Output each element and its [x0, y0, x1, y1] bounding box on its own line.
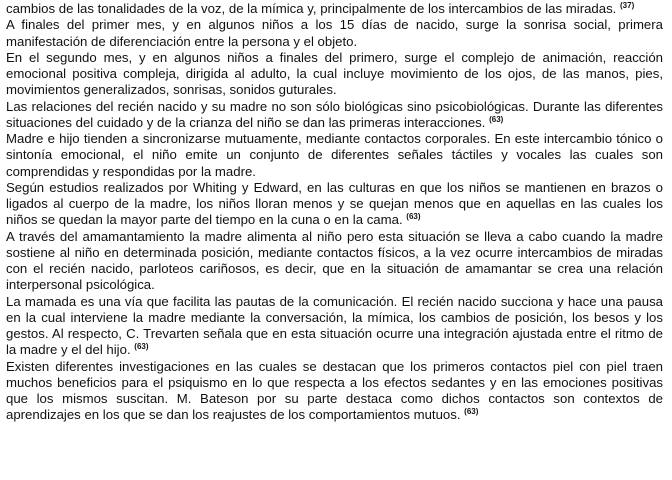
- citation-ref: (37): [620, 1, 635, 10]
- paragraph: [6, 17, 663, 50]
- paragraph: [6, 131, 663, 180]
- paragraph-text: cambios de las tonalidades de la voz, de la mímica y, principalmente de los intercambios de las miradas.: [6, 1, 617, 16]
- paragraph-text: A través del amamantamiento la madre alimenta al niño pero esta situación se lleva a cabo cuando la madre sostiene al niño en determinada posición, mediante contactos físicos, a la vez ocurre intercambios de miradas con el recién nacido, parloteos cariñosos, es decir, que en la situación de amamantar se crea una relación interpersonal psicológica.: [6, 228, 663, 293]
- paragraph: [6, 180, 663, 229]
- paragraph: [6, 359, 663, 424]
- paragraph-text: Las relaciones del recién nacido y su madre no son sólo biológicas sino psicobiológicas. Durante las diferentes situaciones del cuidado y de la crianza del niño se dan las primeras interacciones.: [6, 98, 663, 130]
- citation-ref: (63): [489, 114, 504, 124]
- paragraph: [6, 99, 663, 132]
- paragraph-text: A finales del primer mes, y en algunos niños a los 15 días de nacido, surge la sonrisa social, primera manifestación de diferenciación entre la persona y el objeto.: [6, 17, 663, 49]
- paragraph: [6, 50, 663, 99]
- citation-ref: (63): [134, 342, 149, 352]
- paragraph-text: En el segundo mes, y en algunos niños a finales del primero, surge el complejo de animación, reacción emocional positiva compleja, dirigida al adulto, la cual incluye movimiento de los ojos, de las manos, pies, movimientos generalizados, sonrisas, sonidos guturales.: [6, 49, 663, 98]
- paragraph-text: La mamada es una vía que facilita las pautas de la comunicación. El recién nacido succiona y hace una pausa en la cual interviene la madre mediante la conversación, la mímica, los cambios de posición, los besos y los gestos. Al respecto, C. Trevarten señala que en esta situación ocurre una integración ajustada entre el ritmo de la madre y el del hijo.: [6, 293, 663, 358]
- document-body: [6, 1, 663, 424]
- paragraph-text: Según estudios realizados por Whiting y Edward, en las culturas en que los niños se mantienen en brazos o ligados al cuerpo de la madre, los niños lloran menos y se quejan menos que en aquellas en las cuales los niños se quedan la mayor parte del tiempo en la cuna o en la cama.: [6, 179, 663, 228]
- paragraph-text: Existen diferentes investigaciones en las cuales se destacan que los primeros contactos piel con piel traen muchos beneficios para el psiquismo en lo que respecta a los efectos sedantes y en las emociones positivas que los mismos suscitan. M. Bateson por su parte destaca como dichos contactos son contextos de aprendizajes en los que se dan los reajustes de los comportamientos mutuos.: [6, 358, 663, 423]
- citation-ref: (63): [406, 212, 421, 222]
- citation-ref: (63): [464, 407, 479, 417]
- paragraph: [6, 1, 663, 17]
- paragraph: [6, 294, 663, 359]
- paragraph-text: Madre e hijo tienden a sincronizarse mutuamente, mediante contactos corporales. En este intercambio tónico o sintonía emocional, el niño emite un conjunto de diferentes señales táctiles y vocales las cuales son comprendidas y respondidas por la madre.: [6, 131, 663, 179]
- paragraph: [6, 229, 663, 294]
